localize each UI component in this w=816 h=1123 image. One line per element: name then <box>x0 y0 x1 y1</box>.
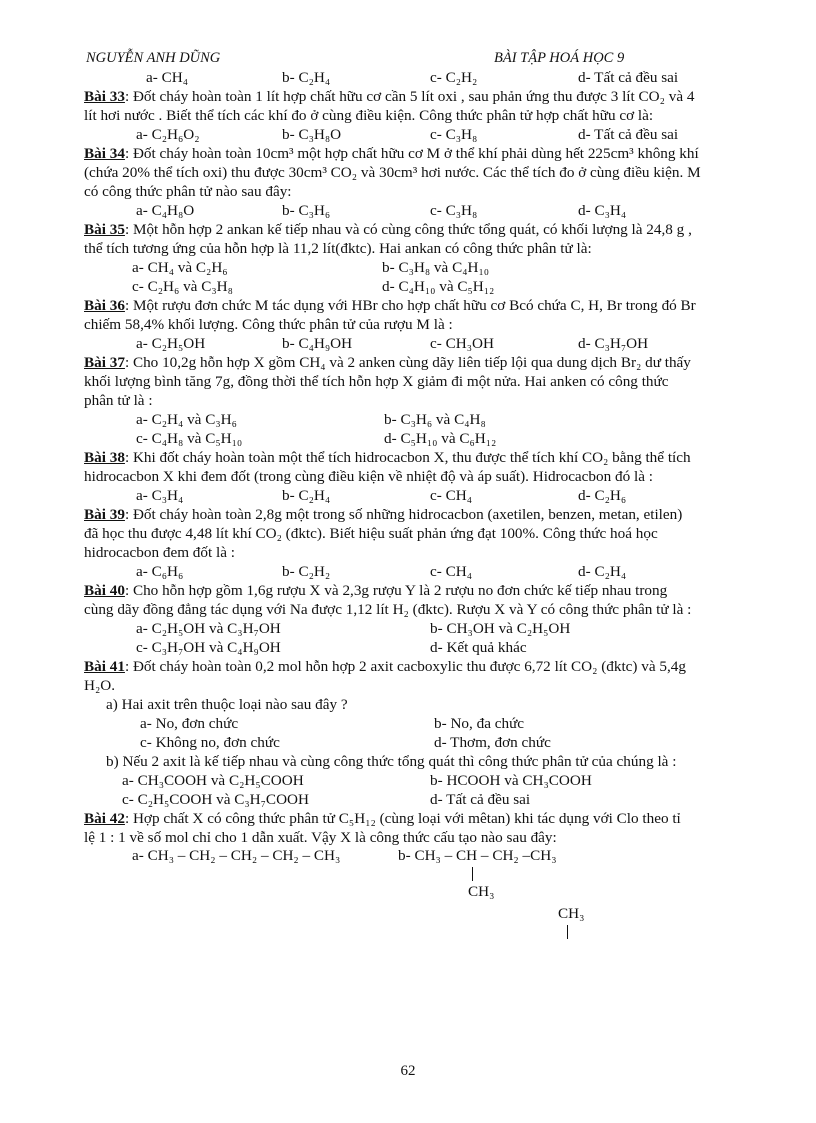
q38-options <box>84 486 774 505</box>
option-c: c- C₂H₂ <box>430 69 478 86</box>
q35-line2: thể tích tương ứng của hỗn hợp là 11,2 lít(đktc). Hai ankan có công thức phân tử là: <box>84 240 592 257</box>
option-d: d- C₅H₁₀ và C₆H₁₂ <box>384 430 497 447</box>
option-c: c- CH₃OH <box>430 335 494 352</box>
q37-line3: phân tử là : <box>84 392 153 409</box>
q36-line1: Bài 36: Một rượu đơn chức M tác dụng với HBr cho hợp chất hữu cơ Bcó chứa C, H, Br trong đó Br <box>84 297 696 314</box>
q39-line1: Bài 39: Đốt cháy hoàn toàn 2,8g một trong số những hidrocacbon (axetilen, benzen, metan, etilen) <box>84 506 683 523</box>
option-b: b- No, đa chức <box>434 715 525 732</box>
q42-label: Bài 42 <box>84 810 125 827</box>
q38-line1: Bài 38: Khi đốt cháy hoàn toàn một thể tích hidrocacbon X, thu được thể tích khí CO₂ bằng thể tích <box>84 449 691 466</box>
option-b: b- C₃H₆ và C₄H₈ <box>384 411 486 428</box>
option-a: a- CH₄ và C₂H₆ <box>132 259 228 276</box>
option-d: d- C₄H₁₀ và C₅H₁₂ <box>382 278 495 295</box>
option-a: a- No, đơn chức <box>140 715 239 732</box>
option-a: a- C₂H₄ và C₃H₆ <box>136 411 237 428</box>
option-c: c- C₂H₆ và C₃H₈ <box>132 278 233 295</box>
q40-options-row2 <box>84 638 774 657</box>
structure-c-top: CH₃ <box>558 905 585 922</box>
q42-line2: lệ 1 : 1 về số mol chỉ cho 1 dẫn xuất. Vậy X là công thức cấu tạo nào sau đây: <box>84 829 557 846</box>
option-d: d- C₂H₄ <box>578 563 627 580</box>
q42-line1: Bài 42: Hợp chất X có công thức phân tử C₅H₁₂ (cùng loại với mêtan) khi tác dụng với Clo theo tỉ <box>84 810 681 827</box>
bond-line <box>472 867 473 881</box>
option-d: d- Tất cả đều sai <box>578 126 679 143</box>
option-b: b- CH₃OH và C₂H₅OH <box>430 620 571 637</box>
q36-line2: chiếm 58,4% khối lượng. Công thức phân tử của rượu M là : <box>84 316 453 333</box>
option-c: c- CH₄ <box>430 487 472 504</box>
q36-options <box>84 334 774 353</box>
q34-line1: Bài 34: Đốt cháy hoàn toàn 10cm³ một hợp chất hữu cơ M ở thể khí phải dùng hết 225cm³ không khí <box>84 145 699 162</box>
q41-line1: Bài 41: Đốt cháy hoàn toàn 0,2 mol hỗn hợp 2 axit cacboxylic thu được 6,72 lít CO₂ (đktc) và 5,4g <box>84 658 686 675</box>
q39-options <box>84 562 774 581</box>
q35-line1: Bài 35: Một hỗn hợp 2 ankan kế tiếp nhau và có cùng công thức tổng quát, có khối lượng là 24,8 g , <box>84 221 692 238</box>
q37-line1: Bài 37: Cho 10,2g hỗn hợp X gồm CH₄ và 2 anken cùng dãy liên tiếp lội qua dung dịch Br₂ dư thấy <box>84 354 691 371</box>
q40-line2: cùng dãy đồng đẳng tác dụng với Na được 1,12 lít H₂ (đktc). Rượu X và Y có công thức phân tử là : <box>84 601 692 618</box>
option-b: b- C₂H₄ <box>282 487 331 504</box>
option-c: c- C₂H₅COOH và C₃H₇COOH <box>122 791 309 808</box>
header-author: NGUYỄN ANH DŨNG <box>86 50 221 66</box>
q33-line2: lít hơi nước . Biết thể tích các khí đo ở cùng điều kiện. Công thức phân tử hợp chất hữu cơ là: <box>84 107 654 124</box>
option-b: b- C₃H₈O <box>282 126 342 143</box>
option-d: d- Kết quả khác <box>430 639 527 656</box>
structure-a: a- CH₃ – CH₂ – CH₂ – CH₂ – CH₃ <box>132 847 341 864</box>
option-c: c- C₃H₇OH và C₄H₉OH <box>136 639 281 656</box>
q41-options-b-row2 <box>84 790 774 809</box>
option-d: d- C₃H₇OH <box>578 335 649 352</box>
q41-line2: H₂O. <box>84 677 116 694</box>
q41-options-b-row1 <box>84 771 774 790</box>
q37-options-row1 <box>84 410 774 429</box>
option-b: b- C₂H₄ <box>282 69 331 86</box>
q35-label: Bài 35 <box>84 221 125 238</box>
q34-line2: (chứa 20% thể tích oxi) thu được 30cm³ CO₂ và 30cm³ hơi nước. Các thể tích đo ở cùng điều kiện. M <box>84 164 701 181</box>
q37-options-row2 <box>84 429 774 448</box>
option-d: d- Tất cả đều sai <box>578 69 679 86</box>
q33-line1: Bài 33: Đốt cháy hoàn toàn 1 lít hợp chất hữu cơ cần 5 lít oxi , sau phản ứng thu được 3 lít CO₂ và 4 <box>84 88 695 105</box>
q41-options-a-row2 <box>84 733 774 752</box>
q39-line3: hidrocacbon đem đốt là : <box>84 544 235 561</box>
option-a: a- C₂H₅OH và C₃H₇OH <box>136 620 281 637</box>
q38-label: Bài 38 <box>84 449 125 466</box>
q39-label: Bài 39 <box>84 506 125 523</box>
q37-label: Bài 37 <box>84 354 125 371</box>
option-d: d- C₃H₄ <box>578 202 627 219</box>
option-c: c- Không no, đơn chức <box>140 734 280 751</box>
document-page <box>84 50 774 947</box>
option-c: c- C₄H₈ và C₅H₁₀ <box>136 430 243 447</box>
q35-options-row1 <box>84 258 774 277</box>
q41-options-a-row1 <box>84 714 774 733</box>
structure-b-branch: CH₃ <box>468 883 495 900</box>
q40-options-row1 <box>84 619 774 638</box>
option-a: a- C₂H₆O₂ <box>136 126 200 143</box>
option-a: a- C₄H₈O <box>136 202 195 219</box>
option-a: a- CH₃COOH và C₂H₅COOH <box>122 772 304 789</box>
option-c: c- C₃H₈ <box>430 126 478 143</box>
q33-options <box>84 125 774 144</box>
page-number: 62 <box>400 1063 416 1079</box>
structure-b: b- CH₃ – CH – CH₂ –CH₃ <box>398 847 557 864</box>
option-d: d- C₂H₆ <box>578 487 627 504</box>
option-a: a- C₃H₄ <box>136 487 184 504</box>
option-a: a- C₆H₆ <box>136 563 184 580</box>
q41-part-b: b) Nếu 2 axit là kế tiếp nhau và cùng công thức tổng quát thì công thức phân tử của chúng là : <box>106 753 677 770</box>
q41-label: Bài 41 <box>84 658 125 675</box>
q42-structures <box>84 847 774 947</box>
page-header <box>84 50 774 68</box>
q34-options <box>84 201 774 220</box>
q34-line3: có công thức phân tử nào sau đây: <box>84 183 292 200</box>
q37-line2: khối lượng bình tăng 7g, đồng thời thể tích hỗn hợp X giảm đi một nửa. Hai anken có công thức <box>84 373 669 390</box>
q40-line1: Bài 40: Cho hỗn hợp gồm 1,6g rượu X và 2,3g rượu Y là 2 rượu no đơn chức kế tiếp nhau trong <box>84 582 668 599</box>
q36-label: Bài 36 <box>84 297 125 314</box>
option-c: c- CH₄ <box>430 563 472 580</box>
q33-label: Bài 33 <box>84 88 125 105</box>
q41-part-a: a) Hai axit trên thuộc loại nào sau đây ? <box>106 696 348 713</box>
option-d: d- Tất cả đều sai <box>430 791 531 808</box>
q35-options-row2 <box>84 277 774 296</box>
option-a: a- C₂H₅OH <box>136 335 206 352</box>
q40-label: Bài 40 <box>84 582 125 599</box>
option-b: b- C₃H₆ <box>282 202 331 219</box>
q38-line2: hidrocacbon X khi đem đốt (trong cùng điều kiện về nhiệt độ và áp suất). Hidrocacbon đó là : <box>84 468 653 485</box>
option-b: b- C₄H₉OH <box>282 335 353 352</box>
bond-line <box>567 925 568 939</box>
option-b: b- HCOOH và CH₃COOH <box>430 772 592 789</box>
option-b: b- C₃H₈ và C₄H₁₀ <box>382 259 490 276</box>
q39-line2: đã học thu được 4,48 lít khí CO₂ (đktc). Biết hiệu suất phản ứng đạt 100%. Công thức hoá học <box>84 525 658 542</box>
q34-label: Bài 34 <box>84 145 125 162</box>
option-a: a- CH₄ <box>146 69 188 86</box>
header-title: BÀI TẬP HOÁ HỌC 9 <box>494 50 625 66</box>
option-b: b- C₂H₂ <box>282 563 331 580</box>
option-d: d- Thơm, đơn chức <box>434 734 551 751</box>
option-c: c- C₃H₈ <box>430 202 478 219</box>
q32-options <box>84 68 774 87</box>
